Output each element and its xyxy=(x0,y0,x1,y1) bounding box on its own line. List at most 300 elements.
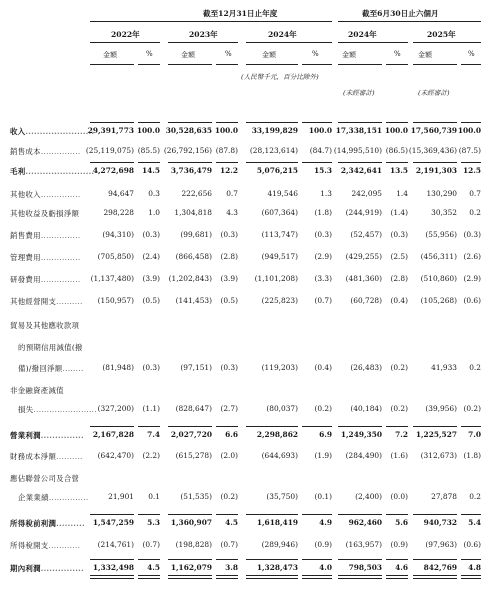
row-leader-dots: .......... xyxy=(56,297,83,306)
col-pct-2024-h1: % xyxy=(394,50,401,58)
cell-amount: 1,328,473 xyxy=(256,563,298,572)
row-leader-dots: ............... xyxy=(40,564,84,573)
cell-amount: (60,728) xyxy=(350,296,382,305)
row-label xyxy=(10,126,94,137)
cell-amount: (866,458) xyxy=(175,252,212,261)
total-double-rule xyxy=(386,575,408,576)
cell-percent: 100.0 xyxy=(384,126,408,135)
cell-amount: 27,878 xyxy=(431,492,457,501)
cell-amount: 1,332,498 xyxy=(92,563,134,572)
cell-amount: 1,360,907 xyxy=(170,518,212,527)
cell-amount: (40,184) xyxy=(350,404,382,413)
cell-percent: (2.2) xyxy=(142,451,160,460)
cell-amount: 5,076,215 xyxy=(256,166,298,175)
cell-percent: (0.9) xyxy=(390,540,408,549)
cell-amount: (1,202,843) xyxy=(168,274,212,283)
subtotal-rule xyxy=(168,162,212,163)
total-double-rule xyxy=(168,578,212,579)
cell-percent: (2.9) xyxy=(463,274,481,283)
subtotal-rule xyxy=(413,559,457,560)
cell-percent: 4.5 xyxy=(147,563,160,572)
subtotal-rule xyxy=(90,559,134,560)
cell-percent: 4.5 xyxy=(225,518,238,527)
header-rule-six-months xyxy=(338,21,481,22)
cell-percent: (0.2) xyxy=(220,492,238,501)
cell-amount: 222,656 xyxy=(181,189,212,198)
subtotal-rule xyxy=(216,122,238,123)
row-label-text: 其他收入 xyxy=(10,190,41,199)
cell-amount: (141,453) xyxy=(175,296,212,305)
total-double-rule xyxy=(386,578,408,579)
cell-percent: 15.3 xyxy=(313,166,332,175)
row-label xyxy=(10,274,81,285)
cell-amount: (99,681) xyxy=(180,230,212,239)
row-label-text: 毛利 xyxy=(10,167,26,176)
year-rule-2022 xyxy=(90,42,160,43)
cell-amount: (289,946) xyxy=(261,540,298,549)
cell-percent: 1.0 xyxy=(148,208,160,217)
row-label xyxy=(10,563,84,574)
year-2024-h1: 2024年 xyxy=(348,30,377,39)
row-label xyxy=(18,363,84,374)
row-label-text: 期內利潤 xyxy=(10,564,41,573)
subtotal-rule xyxy=(216,559,238,560)
row-label xyxy=(10,385,64,396)
cell-amount: (163,957) xyxy=(345,540,382,549)
cell-percent: 0.7 xyxy=(226,189,238,198)
row-label xyxy=(18,492,89,503)
cell-percent: (1.9) xyxy=(314,451,332,460)
cell-amount: (327,200) xyxy=(97,404,134,413)
row-label xyxy=(10,540,80,551)
cell-amount: (949,517) xyxy=(261,252,298,261)
total-double-rule xyxy=(246,578,298,579)
cell-amount: 2,191,303 xyxy=(415,166,457,175)
row-label-text: 其他收益及虧損淨額 xyxy=(10,209,80,218)
cell-percent: (0.3) xyxy=(314,230,332,239)
cell-percent: 100.0 xyxy=(308,126,332,135)
subtotal-rule xyxy=(302,514,332,515)
cell-amount: 41,933 xyxy=(431,363,457,372)
col-rule-amount-2024-h1 xyxy=(338,64,382,65)
row-leader-dots: .......... xyxy=(56,519,85,528)
subtotal-rule xyxy=(302,426,332,427)
cell-percent: 100.0 xyxy=(136,126,160,135)
col-pct-2023: % xyxy=(225,50,232,58)
total-double-rule xyxy=(413,575,457,576)
cell-amount: (105,268) xyxy=(420,296,457,305)
subtotal-rule xyxy=(413,162,457,163)
cell-amount: 2,167,828 xyxy=(92,430,134,439)
subtotal-rule xyxy=(386,559,408,560)
header-rule-fiscal-year xyxy=(90,21,332,22)
cell-percent: (2.5) xyxy=(390,252,408,261)
cell-percent: (0.5) xyxy=(220,296,238,305)
subtotal-rule xyxy=(168,514,212,515)
subtotal-rule xyxy=(302,162,332,163)
subtotal-rule xyxy=(246,559,298,560)
row-leader-dots: ............... xyxy=(40,275,81,284)
subtotal-rule xyxy=(338,122,382,123)
cell-percent: (1.8) xyxy=(463,451,481,460)
subtotal-rule xyxy=(216,426,238,427)
cell-percent: 0.1 xyxy=(148,492,160,501)
subtotal-rule xyxy=(246,162,298,163)
cell-percent: (0.2) xyxy=(390,363,408,372)
subtotal-rule xyxy=(338,162,382,163)
col-pct-2022: % xyxy=(146,50,153,58)
cell-percent: (0.3) xyxy=(142,363,160,372)
cell-percent: 4.0 xyxy=(319,563,332,572)
cell-amount: 4,272,698 xyxy=(92,166,134,175)
cell-percent: (0.7) xyxy=(314,296,332,305)
row-label-text: 貿易及其他應收款項 xyxy=(10,321,80,330)
row-label xyxy=(18,404,97,415)
subtotal-rule xyxy=(413,514,457,515)
cell-percent: 4.6 xyxy=(395,563,408,572)
subtotal-rule xyxy=(302,122,332,123)
cell-percent: (87.5) xyxy=(458,146,481,155)
cell-percent: 0.2 xyxy=(469,363,481,372)
unaudited-note-2024: (未經審計) xyxy=(343,89,375,97)
row-label xyxy=(10,208,79,219)
cell-percent: 100.0 xyxy=(457,126,481,135)
cell-percent: (0.2) xyxy=(314,404,332,413)
subtotal-rule xyxy=(138,559,160,560)
col-amount-2025-h1: 金額 xyxy=(418,51,432,59)
cell-percent: (0.7) xyxy=(220,540,238,549)
cell-amount: (429,255) xyxy=(345,252,382,261)
subtotal-rule xyxy=(461,514,481,515)
cell-amount: 419,546 xyxy=(267,189,298,198)
cell-percent: 14.5 xyxy=(141,166,160,175)
subtotal-rule xyxy=(168,122,212,123)
year-rule-2024-h1 xyxy=(338,42,408,43)
cell-amount: (94,310) xyxy=(102,230,134,239)
cell-amount: 3,736,479 xyxy=(170,166,212,175)
cell-amount: 2,342,641 xyxy=(340,166,382,175)
cell-percent: 0.2 xyxy=(469,208,481,217)
row-label xyxy=(10,146,81,157)
cell-percent: 6.6 xyxy=(225,430,238,439)
cell-amount: (284,490) xyxy=(345,451,382,460)
cell-percent: (0.2) xyxy=(463,404,481,413)
subtotal-rule xyxy=(338,426,382,427)
cell-percent: (0.2) xyxy=(390,404,408,413)
subtotal-rule xyxy=(461,426,481,427)
cell-amount: 798,503 xyxy=(348,563,382,572)
cell-percent: (2.7) xyxy=(220,404,238,413)
row-leader-dots: ............... xyxy=(48,493,89,502)
cell-amount: 21,901 xyxy=(108,492,134,501)
cell-percent: 4.9 xyxy=(319,518,332,527)
cell-percent: (86.5) xyxy=(385,146,408,155)
cell-percent: (2.9) xyxy=(314,252,332,261)
subtotal-rule xyxy=(138,426,160,427)
cell-amount: 17,560,739 xyxy=(410,126,457,135)
cell-percent: (3.9) xyxy=(142,274,160,283)
cell-percent: 4.8 xyxy=(468,563,481,572)
cell-amount: 1,618,419 xyxy=(256,518,298,527)
cell-percent: 5.4 xyxy=(468,518,481,527)
col-rule-amount-2024-fy xyxy=(246,64,298,65)
subtotal-rule xyxy=(413,122,457,123)
cell-amount: (456,311) xyxy=(420,252,457,261)
cell-amount: 29,391,773 xyxy=(87,126,134,135)
subtotal-rule xyxy=(386,426,408,427)
cell-percent: 3.8 xyxy=(225,563,238,572)
cell-percent: (0.3) xyxy=(463,230,481,239)
total-double-rule xyxy=(338,575,382,576)
header-group-six-months: 截至6月30日止六個月 xyxy=(362,9,439,18)
cell-percent: (2.0) xyxy=(220,451,238,460)
cell-percent: (2.4) xyxy=(142,252,160,261)
cell-amount: 130,290 xyxy=(426,189,457,198)
row-label-text: 研發費用 xyxy=(10,275,41,284)
row-leader-dots: ............... xyxy=(40,253,81,262)
cell-amount: (642,470) xyxy=(97,451,134,460)
cell-amount: (607,364) xyxy=(261,208,298,217)
row-label-text: 企業業績 xyxy=(18,493,49,502)
row-label-text: 所得稅前利潤 xyxy=(10,519,57,528)
subtotal-rule xyxy=(246,122,298,123)
row-label-text: 營業利潤 xyxy=(10,431,41,440)
subtotal-rule xyxy=(338,559,382,560)
col-rule-pct-2025-h1 xyxy=(461,64,481,65)
cell-percent: (0.3) xyxy=(220,363,238,372)
cell-percent: 5.6 xyxy=(395,518,408,527)
row-label xyxy=(10,320,79,331)
cell-percent: (0.3) xyxy=(142,230,160,239)
total-double-rule xyxy=(138,578,160,579)
row-label-text: 其他經營開支 xyxy=(10,297,57,306)
subtotal-rule xyxy=(90,122,134,123)
row-label-text: 應佔聯營公司及合營 xyxy=(10,474,80,483)
col-rule-amount-2025-h1 xyxy=(413,64,457,65)
subtotal-rule xyxy=(302,559,332,560)
cell-amount: (80,037) xyxy=(266,404,298,413)
cell-percent: (3.3) xyxy=(314,274,332,283)
cell-amount: (81,948) xyxy=(102,363,134,372)
row-label-text: 非金融資產減值 xyxy=(10,386,64,395)
subtotal-rule xyxy=(413,426,457,427)
col-amount-2022: 金額 xyxy=(103,51,117,59)
col-amount-2023: 金額 xyxy=(181,51,195,59)
cell-amount: (97,963) xyxy=(425,540,457,549)
row-leader-dots: ............... xyxy=(40,190,81,199)
row-label xyxy=(10,296,83,307)
cell-percent: (84.7) xyxy=(309,146,332,155)
cell-percent: 7.4 xyxy=(147,430,160,439)
total-double-rule xyxy=(168,575,212,576)
cell-amount: (15,369,436) xyxy=(408,146,457,155)
cell-amount: (119,203) xyxy=(261,363,298,372)
cell-amount: 1,249,350 xyxy=(340,430,382,439)
col-rule-amount-2023 xyxy=(168,64,212,65)
cell-amount: 962,460 xyxy=(348,518,382,527)
row-label xyxy=(10,230,81,241)
row-label xyxy=(10,189,81,200)
row-label-text: 備)/撥回淨額 xyxy=(18,364,63,373)
cell-percent: 100.0 xyxy=(214,126,238,135)
cell-amount: (615,278) xyxy=(175,451,212,460)
col-rule-pct-2024-fy xyxy=(302,64,332,65)
cell-percent: 0.7 xyxy=(469,189,481,198)
cell-amount: 1,162,079 xyxy=(170,563,212,572)
total-double-rule xyxy=(338,578,382,579)
row-label-text: 銷售成本 xyxy=(10,147,41,156)
cell-percent: (0.3) xyxy=(220,230,238,239)
subtotal-rule xyxy=(386,162,408,163)
cell-amount: 30,352 xyxy=(431,208,457,217)
header-group-fiscal-year: 截至12月31日止年度 xyxy=(203,9,278,18)
cell-amount: (225,823) xyxy=(261,296,298,305)
cell-percent: (85.5) xyxy=(137,146,160,155)
cell-percent: 1.3 xyxy=(320,189,332,198)
cell-amount: 94,647 xyxy=(108,189,134,198)
cell-percent: 7.0 xyxy=(468,430,481,439)
cell-percent: (2.8) xyxy=(390,274,408,283)
row-leader-dots: ............... xyxy=(40,147,81,156)
cell-percent: 12.5 xyxy=(462,166,481,175)
row-label xyxy=(10,430,84,441)
cell-amount: (1,137,480) xyxy=(90,274,134,283)
row-leader-dots: ............ xyxy=(48,541,81,550)
cell-amount: 242,095 xyxy=(351,189,382,198)
cell-amount: 33,199,829 xyxy=(251,126,298,135)
cell-amount: 1,225,527 xyxy=(415,430,457,439)
cell-amount: (97,151) xyxy=(180,363,212,372)
cell-amount: (510,860) xyxy=(420,274,457,283)
year-2024-fy: 2024年 xyxy=(268,30,297,39)
cell-amount: (25,119,075) xyxy=(85,146,134,155)
cell-percent: 13.5 xyxy=(389,166,408,175)
cell-percent: (0.4) xyxy=(390,296,408,305)
subtotal-rule xyxy=(138,514,160,515)
cell-percent: 0.3 xyxy=(148,189,160,198)
cell-percent: (0.9) xyxy=(314,540,332,549)
cell-amount: (26,483) xyxy=(350,363,382,372)
subtotal-rule xyxy=(168,426,212,427)
year-rule-2024-fy xyxy=(246,42,332,43)
cell-percent: 6.9 xyxy=(319,430,332,439)
cell-percent: 0.2 xyxy=(469,492,481,501)
subtotal-rule xyxy=(138,122,160,123)
cell-percent: 1.4 xyxy=(396,189,408,198)
cell-amount: (51,535) xyxy=(180,492,212,501)
currency-note: (人民幣千元，百分比除外) xyxy=(241,73,319,81)
cell-amount: (481,360) xyxy=(345,274,382,283)
subtotal-rule xyxy=(216,514,238,515)
year-rule-2023 xyxy=(168,42,238,43)
subtotal-rule xyxy=(386,514,408,515)
col-amount-2024-fy: 金額 xyxy=(262,51,276,59)
cell-percent: (0.3) xyxy=(390,230,408,239)
cell-amount: 298,228 xyxy=(103,208,134,217)
cell-amount: (244,919) xyxy=(345,208,382,217)
cell-percent: (0.6) xyxy=(463,296,481,305)
cell-amount: (214,761) xyxy=(97,540,134,549)
col-rule-pct-2023 xyxy=(216,64,238,65)
subtotal-rule xyxy=(168,559,212,560)
subtotal-rule xyxy=(386,122,408,123)
row-leader-dots: .......... xyxy=(56,452,83,461)
total-double-rule xyxy=(461,575,481,576)
row-label-text: 收入 xyxy=(10,127,26,136)
cell-amount: (28,123,614) xyxy=(249,146,298,155)
row-label xyxy=(10,451,83,462)
cell-percent: (0.0) xyxy=(390,492,408,501)
cell-amount: 1,304,818 xyxy=(174,208,212,217)
row-label xyxy=(10,518,85,529)
cell-percent: (1.1) xyxy=(142,404,160,413)
subtotal-rule xyxy=(461,162,481,163)
row-leader-dots: ........ xyxy=(62,364,84,373)
col-rule-amount-2022 xyxy=(90,64,134,65)
subtotal-rule xyxy=(461,122,481,123)
total-double-rule xyxy=(461,578,481,579)
cell-amount: (55,956) xyxy=(425,230,457,239)
cell-percent: (0.4) xyxy=(314,363,332,372)
row-label-text: 的預期信用減值(撥 xyxy=(18,343,83,352)
cell-percent: (87.8) xyxy=(215,146,238,155)
cell-amount: (2,400) xyxy=(355,492,382,501)
subtotal-rule xyxy=(338,514,382,515)
cell-percent: (2.6) xyxy=(463,252,481,261)
cell-amount: (39,956) xyxy=(425,404,457,413)
total-double-rule xyxy=(302,575,332,576)
subtotal-rule xyxy=(138,162,160,163)
subtotal-rule xyxy=(246,514,298,515)
row-label xyxy=(10,473,79,484)
cell-percent: (1.6) xyxy=(390,451,408,460)
cell-percent: 5.3 xyxy=(147,518,160,527)
cell-percent: (2.8) xyxy=(220,252,238,261)
total-double-rule xyxy=(216,578,238,579)
col-rule-pct-2022 xyxy=(138,64,160,65)
cell-amount: 17,338,151 xyxy=(335,126,382,135)
cell-amount: (705,850) xyxy=(97,252,134,261)
cell-amount: 2,027,720 xyxy=(170,430,212,439)
year-2022: 2022年 xyxy=(111,30,140,39)
cell-percent: (0.1) xyxy=(314,492,332,501)
subtotal-rule xyxy=(90,426,134,427)
row-label xyxy=(10,166,94,177)
unaudited-note-2025: (未經審計) xyxy=(418,89,450,97)
cell-percent: (0.5) xyxy=(142,296,160,305)
row-label-text: 管理費用 xyxy=(10,253,41,262)
row-leader-dots: ........................ xyxy=(25,167,95,176)
cell-percent: (1.8) xyxy=(314,208,332,217)
col-pct-2024-fy: % xyxy=(312,50,319,58)
cell-amount: 2,298,862 xyxy=(256,430,298,439)
total-double-rule xyxy=(302,578,332,579)
total-double-rule xyxy=(90,578,134,579)
cell-percent: 4.3 xyxy=(226,208,238,217)
subtotal-rule xyxy=(461,559,481,560)
total-double-rule xyxy=(90,575,134,576)
row-label xyxy=(18,342,83,353)
subtotal-rule xyxy=(246,426,298,427)
col-amount-2024-h1: 金額 xyxy=(342,51,356,59)
cell-percent: (0.7) xyxy=(142,540,160,549)
cell-amount: 1,547,259 xyxy=(92,518,134,527)
cell-amount: (35,750) xyxy=(266,492,298,501)
cell-amount: (14,995,510) xyxy=(333,146,382,155)
row-leader-dots: ............... xyxy=(40,431,84,440)
row-leader-dots: ........................ xyxy=(25,127,95,136)
cell-amount: 940,732 xyxy=(423,518,457,527)
